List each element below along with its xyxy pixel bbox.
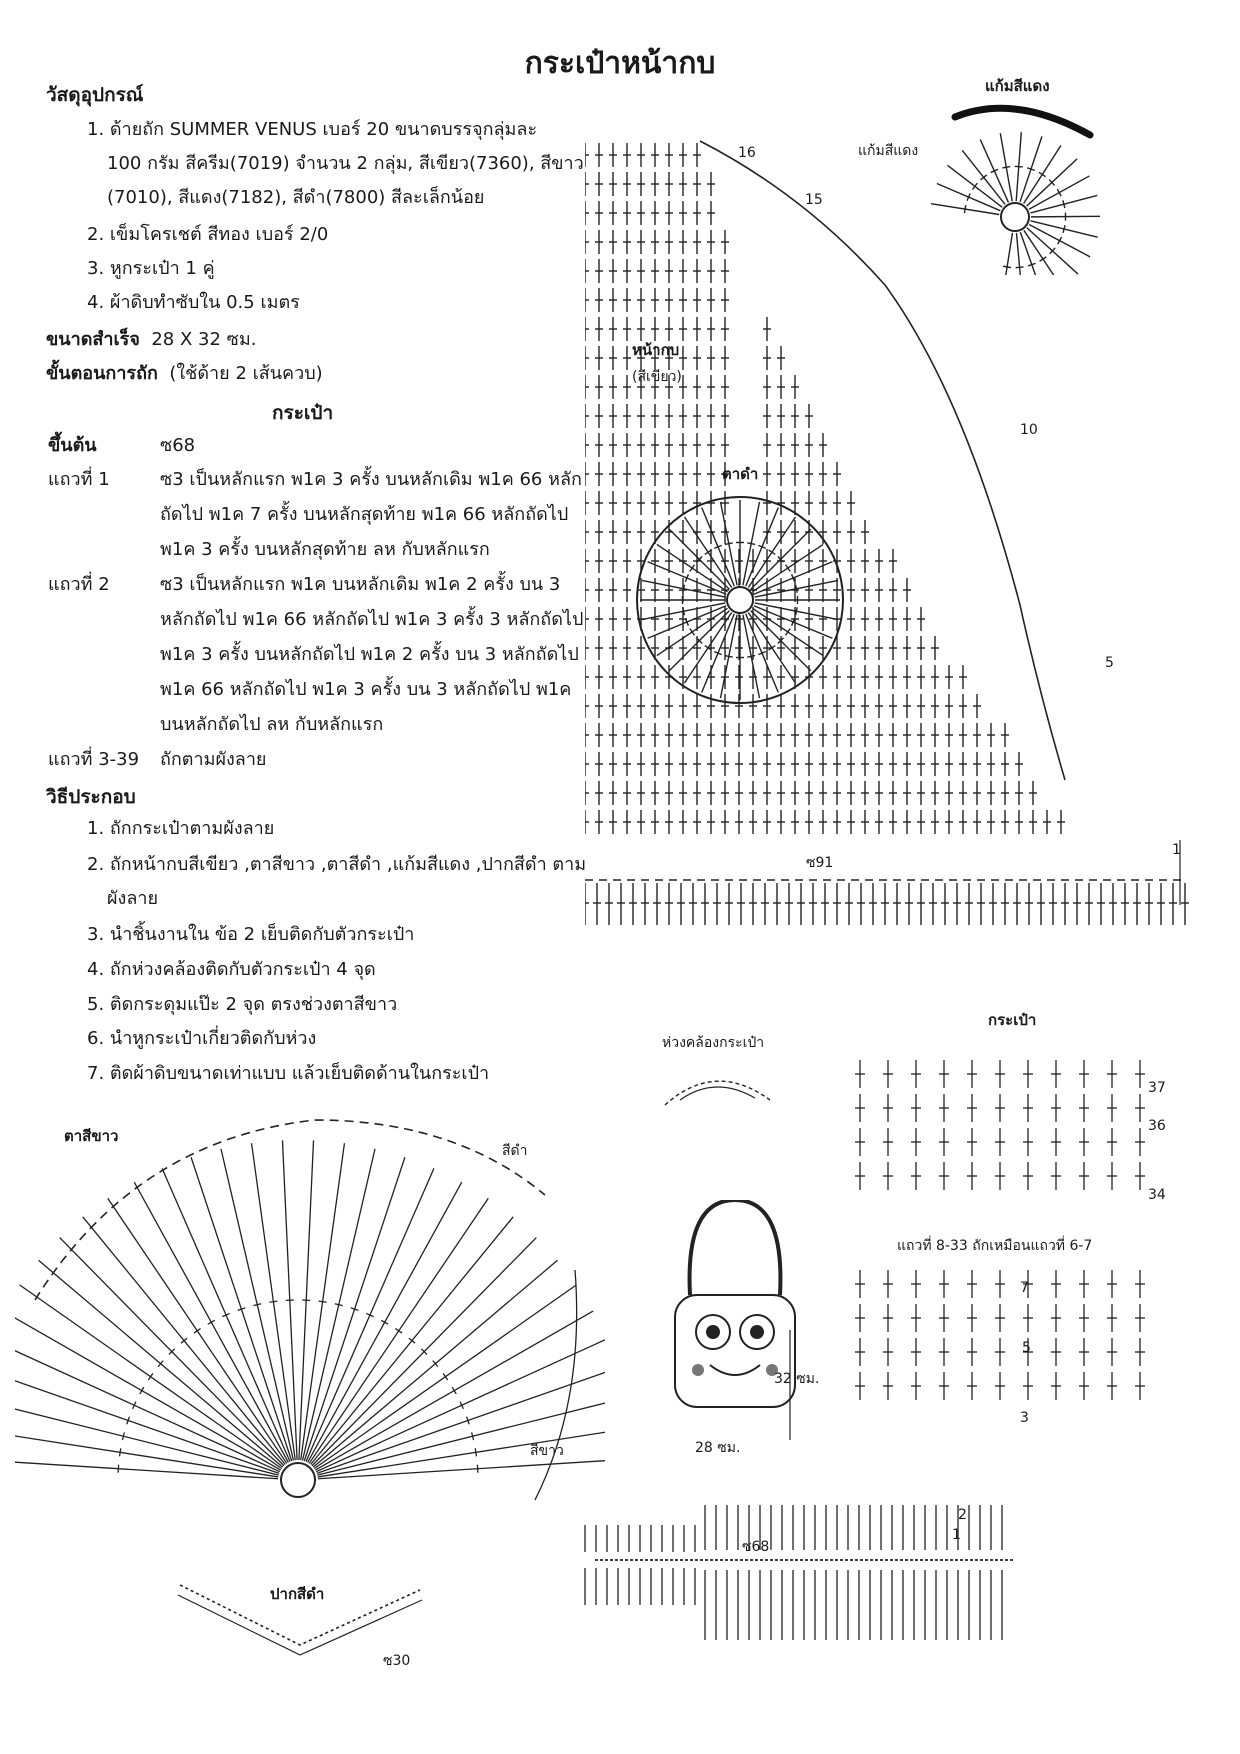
row-34-label: 34 xyxy=(1148,1187,1166,1203)
assembly-line: 4. ถักห่วงคล้องติดกับตัวกระเป๋า 4 จุด xyxy=(87,959,376,980)
bag-section-heading: กระเป๋า xyxy=(272,402,334,424)
row-37-label: 37 xyxy=(1148,1080,1166,1096)
row-1-label: 1 xyxy=(1172,842,1181,858)
mouth-diagram xyxy=(170,1575,460,1665)
row-15-label: 15 xyxy=(805,192,823,208)
rows-repeat-note: แถวที่ 8-33 ถักเหมือนแถวที่ 6-7 xyxy=(897,1238,1093,1254)
black-eye-title: ตาดำ xyxy=(722,465,759,483)
row-10-label: 10 xyxy=(1020,422,1038,438)
white-eye-title: ตาสีขาว xyxy=(64,1127,119,1145)
row-text: ถักตามผังลาย xyxy=(160,749,267,770)
assembly-line: 1. ถักกระเป๋าตามผังลาย xyxy=(87,818,275,839)
row-5b-label: 5 xyxy=(1022,1340,1031,1356)
mouth-title: ปากสีดำ xyxy=(270,1585,325,1603)
finished-size-label: ขนาดสำเร็จ xyxy=(46,329,140,350)
black-color-label: สีดำ xyxy=(502,1143,528,1159)
finished-size-value: 28 X 32 ซม. xyxy=(151,329,257,350)
steps-label: ขั้นตอนการถัก xyxy=(46,363,158,384)
ch68-label: ซ68 xyxy=(742,1539,770,1555)
height-label: 32 ซม. xyxy=(774,1371,820,1387)
row-2-label: 2 xyxy=(958,1507,967,1523)
row-5-label: 5 xyxy=(1105,655,1114,671)
row-3-label: 3 xyxy=(1020,1410,1029,1426)
bag-pattern-base xyxy=(575,1490,1025,1650)
assembly-line: ผังลาย xyxy=(107,888,159,909)
bag-diagram-title: กระเป๋า xyxy=(988,1011,1037,1029)
bag-loop-diagram xyxy=(655,1060,785,1120)
row-text: พ1ค 3 ครั้ง บนหลักสุดท้าย ลห กับหลักแรก xyxy=(160,539,490,560)
width-label: 28 ซม. xyxy=(695,1440,741,1456)
ch91-label: ซ91 xyxy=(806,855,834,871)
assembly-line: 2. ถักหน้ากบสีเขียว ,ตาสีขาว ,ตาสีดำ ,แก้มสีแดง ,ปากสีดำ ตาม xyxy=(87,854,587,875)
material-line: 100 กรัม สีครีม(7019) จำนวน 2 กลุ่ม, สีเขียว(7360), สีขาว xyxy=(107,153,584,174)
finished-size xyxy=(46,322,256,357)
page-title: กระเป๋าหน้ากบ xyxy=(524,46,716,81)
assembly-line: 3. นำชิ้นงานใน ข้อ 2 เย็บติดกับตัวกระเป๋า xyxy=(87,924,415,945)
row-text: ซ3 เป็นหลักแรก พ1ค บนหลักเดิม พ1ค 2 ครั้ง บน 3 xyxy=(160,574,561,595)
row-text: พ1ค 3 ครั้ง บนหลักถัดไป พ1ค 2 ครั้ง บน 3 หลักถัดไป xyxy=(160,644,579,665)
frog-face-title: หน้ากบ xyxy=(632,341,680,359)
steps-note: (ใช้ด้าย 2 เส้นควบ) xyxy=(169,363,323,384)
material-line: 2. เข็มโครเชต์ สีทอง เบอร์ 2/0 xyxy=(87,224,329,245)
frog-face-color: (สีเขียว) xyxy=(632,369,682,385)
bag-pattern-upper xyxy=(855,1035,1145,1415)
row-text: ซ3 เป็นหลักแรก พ1ค 3 ครั้ง บนหลักเดิม พ1ค 66 หลัก xyxy=(160,469,582,490)
row-text: พ1ค 66 หลักถัดไป พ1ค 3 ครั้ง บน 3 หลักถัดไป พ1ค xyxy=(160,679,572,700)
steps-line xyxy=(46,356,323,391)
row-label: แถวที่ 3-39 xyxy=(48,749,140,770)
material-line: (7010), สีแดง(7182), สีดำ(7800) สีละเล็กน้อย xyxy=(107,187,485,208)
white-eye-diagram xyxy=(15,1100,605,1570)
row-label: ขึ้นต้น xyxy=(48,435,97,456)
row-36-label: 36 xyxy=(1148,1118,1166,1134)
row-text: บนหลักถัดไป ลห กับหลักแรก xyxy=(160,714,384,735)
black-eye-diagram xyxy=(635,495,845,705)
row-text: ถัดไป พ1ค 7 ครั้ง บนหลักสุดท้าย พ1ค 66 หลักถัดไป xyxy=(160,504,569,525)
red-cheek-note: แก้มสีแดง xyxy=(858,143,919,159)
assembly-line: 7. ติดผ้าดิบขนาดเท่าแบบ แล้วเย็บติดด้านในกระเป๋า xyxy=(87,1063,490,1084)
assembly-line: 5. ติดกระดุมแป๊ะ 2 จุด ตรงช่วงตาสีขาว xyxy=(87,994,398,1015)
red-cheek-title: แก้มสีแดง xyxy=(985,77,1050,95)
ch30-label: ซ30 xyxy=(383,1653,411,1669)
bag-loop-title: ห่วงคล้องกระเป๋า xyxy=(662,1035,765,1051)
row-16-label: 16 xyxy=(738,145,756,161)
row-7-label: 7 xyxy=(1020,1280,1029,1296)
row-label: แถวที่ 1 xyxy=(48,469,110,490)
material-line: 4. ผ้าดิบทำซับใน 0.5 เมตร xyxy=(87,292,300,313)
material-line: 1. ด้ายถัก SUMMER VENUS เบอร์ 20 ขนาดบรรจุกลุ่มละ xyxy=(87,119,538,140)
row-text: ซ68 xyxy=(160,435,196,456)
row-label: แถวที่ 2 xyxy=(48,574,110,595)
assembly-line: 6. นำหูกระเป๋าเกี่ยวติดกับห่วง xyxy=(87,1028,317,1049)
white-color-label: สีขาว xyxy=(530,1443,564,1459)
assembly-heading: วิธีประกอบ xyxy=(46,786,136,808)
row-text: หลักถัดไป พ1ค 66 หลักถัดไป พ1ค 3 ครั้ง 3 หลักถัดไป xyxy=(160,609,584,630)
materials-heading: วัสดุอุปกรณ์ xyxy=(46,84,144,106)
row-1b-label: 1 xyxy=(952,1527,961,1543)
material-line: 3. หูกระเป๋า 1 คู่ xyxy=(87,258,215,279)
